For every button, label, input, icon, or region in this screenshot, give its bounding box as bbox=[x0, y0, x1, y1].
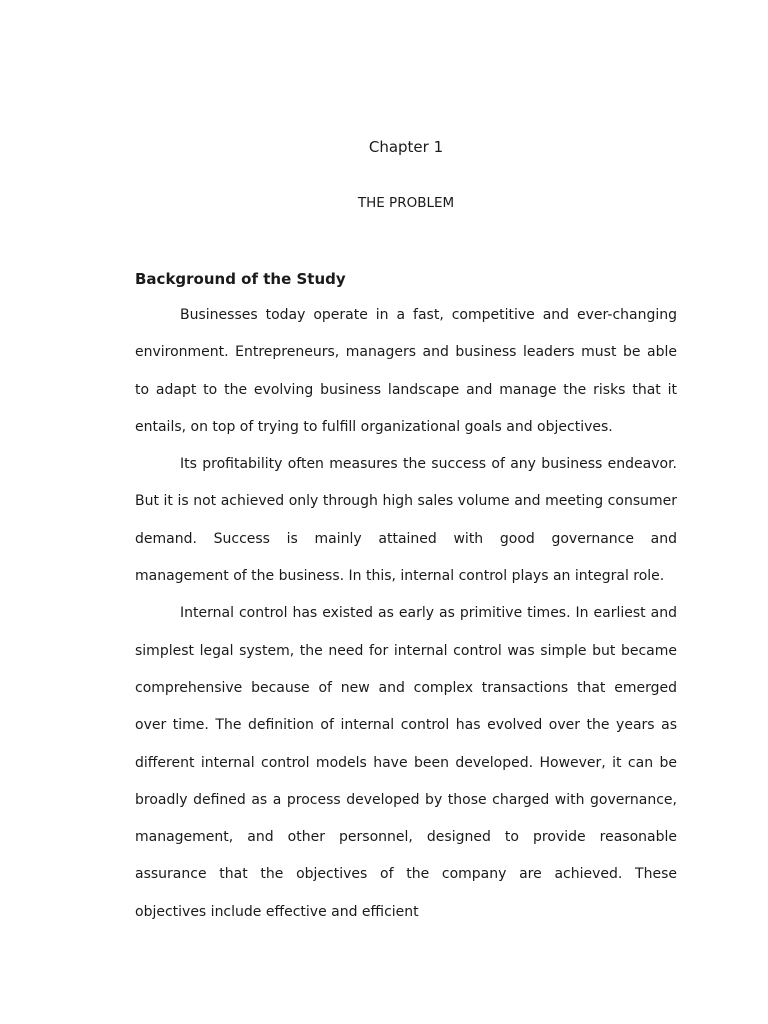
section-heading: Background of the Study bbox=[135, 270, 346, 288]
chapter-subtitle: THE PROBLEM bbox=[357, 195, 455, 211]
chapter-title: Chapter 1 bbox=[368, 138, 444, 156]
paragraph-3: Internal control has existed as early as primitive times. In earliest and simplest legal system, the need for internal control was simple but became comprehensive because of new and complex transactions that emerged over time. The definition of internal control has evolved over the years as different internal control models have been developed. However, it can be broadly defined as a process developed by those charged with governance, management, and other personnel, designed to provide reasonable assurance that the objectives of the company are achieved. These objectives include effective and efficient bbox=[135, 605, 677, 920]
body-text bbox=[135, 297, 677, 931]
paragraph-1: Businesses today operate in a fast, competitive and ever-changing environment. Entrepreneurs, managers and business leaders must be able to adapt to the evolving business landscape and manage the risks that it entails, on top of trying to fulfill organizational goals and objectives. bbox=[135, 307, 677, 435]
paragraph-2: Its profitability often measures the success of any business endeavor. But it is not achieved only through high sales volume and meeting consumer demand. Success is mainly attained with good governance and management of the business. In this, internal control plays an integral role. bbox=[135, 456, 677, 585]
